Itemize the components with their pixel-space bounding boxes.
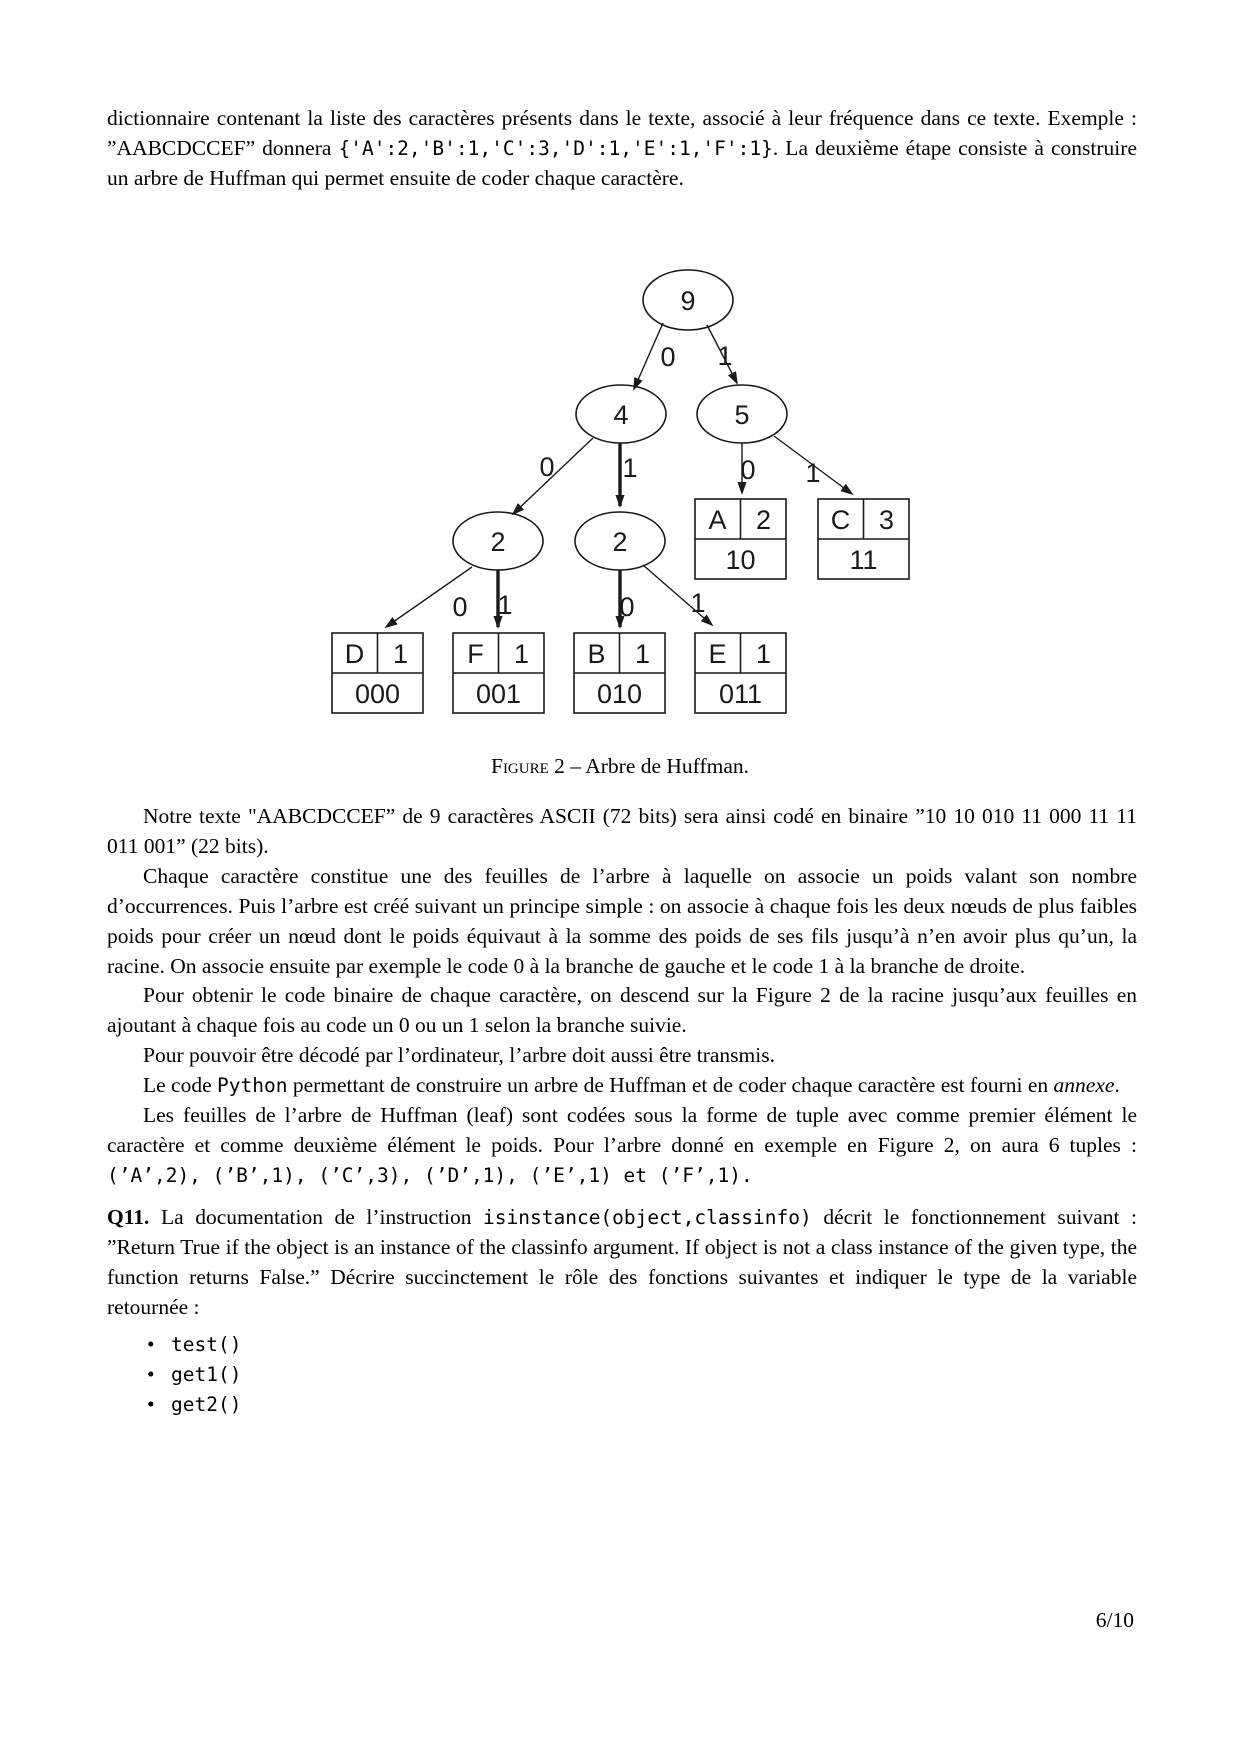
edge-root-to-4 [634,323,663,389]
tree-node-2-left-label: 2 [490,527,506,557]
bullet-icon: • [147,1332,155,1357]
leaf-char: B [587,639,606,669]
paragraph-le-code [107,1071,1137,1101]
q11-text-a: La documentation de l’instruction [149,1204,484,1229]
intro-text-post: . La deuxième étape consiste à construire un arbre de Huffman qui permet ensuite de coder chaque caractère. [107,135,1137,190]
list-item [107,1360,1137,1390]
leaf-box-E [695,633,786,713]
leaf-weight: 1 [513,639,530,669]
leaf-char: C [830,505,851,535]
isinstance-code: isinstance(object,classinfo) [483,1205,812,1229]
leaf-char: A [708,505,727,535]
lecode-text-c: . [1114,1073,1120,1098]
huffman-tree-figure [325,265,915,723]
tree-node-4-label: 4 [613,400,629,430]
bullet-icon: • [147,1362,155,1387]
leaf-code: 10 [725,545,756,575]
python-keyword: Python [217,1074,288,1098]
leaf-weight: 3 [878,505,895,535]
leaf-code: 001 [475,679,522,709]
edge-label: 0 [740,455,756,485]
body-text [107,802,1137,1420]
paragraph-notre-texte: Notre texte "AABCDCCEF” de 9 caractères ASCII (72 bits) sera ainsi codé en binaire ”10 10 010 11 000 11 11 011 001” (22 bits). [107,804,1137,858]
tree-node-root-label: 9 [680,286,696,316]
function-name-test: test() [171,1333,242,1357]
leaf-box-D [332,633,423,713]
paragraph-pour-obtenir: Pour obtenir le code binaire de chaque caractère, on descend sur la Figure 2 de la racine jusqu’aux feuilles en ajoutant à chaque fois au code un 0 ou un 1 selon la branche suivie. [107,983,1137,1038]
leaf-char: D [344,639,365,669]
leaf-weight: 1 [755,639,772,669]
annexe-italic: annexe [1053,1073,1115,1098]
leaf-box-B [574,633,665,713]
leaf-weight: 2 [755,505,772,535]
leaf-char: E [708,639,727,669]
leaf-char: F [467,639,484,669]
leaf-box-A [695,499,786,579]
lecode-text-a: Le code [143,1073,218,1098]
function-name-get1: get1() [171,1363,242,1387]
edge-label: 1 [805,458,821,488]
question-11 [107,1203,1137,1323]
edge-label: 0 [452,592,468,622]
paragraph-pour-pouvoir: Pour pouvoir être décodé par l’ordinateur, l’arbre doit aussi être transmis. [143,1043,775,1068]
q11-text-b: décrit le fonctionnement suivant : ”Return True if the object is an instance of the classinfo argument. If object is not a class instance of the given type, the function returns False.” Décrire succinctement le rôle des fonctions suivantes et indiquer le type de la variable retournée : [107,1204,1137,1319]
function-list [107,1330,1137,1420]
intro-dict-code: {'A':2,'B':1,'C':3,'D':1,'E':1,'F':1} [338,136,773,160]
lecode-text-b: permettant de construire un arbre de Huffman et de coder chaque caractère est fourni en [287,1073,1054,1098]
leaf-code: 11 [849,545,878,575]
figure-caption [0,752,1240,782]
intro-paragraph [107,104,1137,194]
edge-label: 1 [717,341,733,371]
tree-node-5-label: 5 [734,400,750,430]
leaf-code: 010 [596,679,643,709]
edge-label: 0 [539,452,555,482]
list-item [107,1390,1137,1420]
tuples-code: (’A’,2), (’B’,1), (’C’,3), (’D’,1), (’E’,1) et (’F’,1). [107,1163,753,1187]
figure-caption-text: – Arbre de Huffman. [564,754,749,778]
edge-label: 1 [622,453,638,483]
figure-caption-label: Figure 2 [490,754,565,778]
edge-label: 0 [660,342,676,372]
feuilles-text: Les feuilles de l’arbre de Huffman (leaf) sont codées sous la forme de tuple avec comme premier élément le caractère et comme deuxième élément le poids. Pour l’arbre donné en exemple en Figure 2, on aura 6 tuples : [107,1103,1137,1157]
page-number: 6/10 [1095,1608,1134,1632]
question-11-label: Q11. [107,1204,150,1229]
intro-text-pre: dictionnaire contenant la liste des caractères présents dans le texte, associé à leur fréquence dans ce texte. Exemple : ”AABCDCCEF” donnera [107,106,1137,160]
paragraph-chaque-caractere: Chaque caractère constitue une des feuilles de l’arbre à laquelle on associe un poids valant son nombre d’occurrences. Puis l’arbre est créé suivant un principe simple : on associe à chaque fois les deux nœuds de plus faibles poids pour créer un nœud dont le poids équivaut à la somme des poids de ses fils jusqu’à n’en avoir plus qu’un, la racine. On associe ensuite par exemple le code 0 à la branche de gauche et le code 1 à la branche de droite. [107,863,1137,978]
leaf-code: 000 [354,679,401,709]
edge-label: 1 [690,588,706,618]
list-item [107,1330,1137,1360]
edge-label: 0 [619,592,635,622]
leaf-weight: 1 [392,639,409,669]
leaf-weight: 1 [634,639,651,669]
paragraph-les-feuilles [107,1101,1137,1191]
paragraph-dictionnaire [107,104,1137,194]
leaf-box-C [818,499,909,579]
tree-node-2-right-label: 2 [612,527,628,557]
leaf-code: 011 [718,679,763,709]
function-name-get2: get2() [171,1393,242,1417]
leaf-box-F [453,633,544,713]
edge-label: 1 [497,590,513,620]
bullet-icon: • [147,1392,155,1417]
